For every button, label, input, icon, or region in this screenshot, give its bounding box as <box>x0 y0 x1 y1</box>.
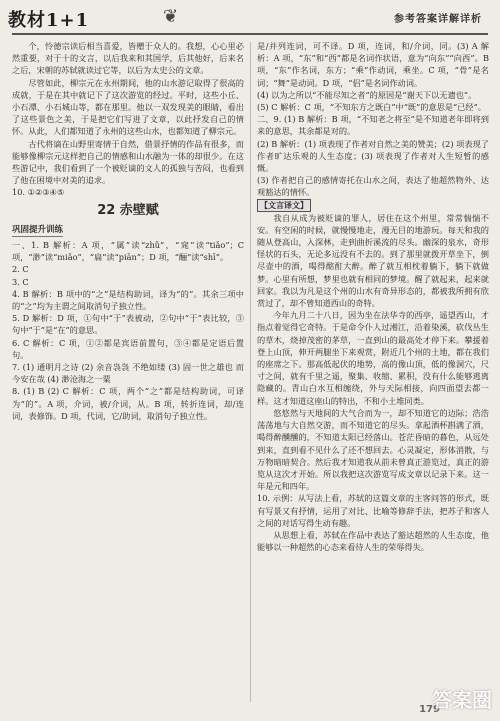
header-rule <box>12 33 488 35</box>
paragraph: 尽管如此，柳宗元在永州期间，他的山水游记取得了很高的成就，于是在其中就记下了这次游览的经过。平时，这些小丘、小石潭、小石城山等，都在那里。他以一双发现美的眼睛，看出了这些景色之美，于是把它们写进了文章，以此抒发自己的情怀。从此，人们都知道了永州的这些山水，也都知道了柳宗元。 <box>12 77 244 137</box>
translation-paragraph: 今年九月二十八日，因为坐在法华寺的西亭，遥望西山，才指点着觉得它奇特。于是命令仆人过湘江，沿着染溪，砍伐丛生的草木，烧掉茂密的茅草，一直到山的最高处才停下来。攀援着登上山顶，伸开两腿坐下来观赏，附近几个州的土地，都在我们的座席之下。那高低起伏的地势，高的像山顶，低的像洞穴，尺寸之间，就有千里之遥，聚集、收缩、累积，没有什么能够逃离隐藏的。青山白水互相缠绕，外与天际相接，向四面望去都一样。这才知道这座山的特出，不和小土堆同类。 <box>257 310 489 406</box>
paragraph: 个，怜德宗读后相当喜爱，皆赠于众人的。我想，心心里必然重要，对于十的文言，以后我来和其国学，后其他好，后来名之后，宋朝的苏轼就读过它等，以后为太史公的文章。 <box>12 41 244 76</box>
page-header <box>0 0 500 40</box>
translation-label <box>257 199 489 212</box>
paragraph: 古代将谪在山野里寄情于自然，借景抒情的作品有很多，而能够像柳宗元这样把自己的情感和山水融为一体的却很少。在这些游记中，我们看到了一个被贬谪的文人的孤独与苦闷，也看到了他在困境中对美的追求。 <box>12 138 244 186</box>
answer-q10: 10. ①②③④⑤ <box>12 187 65 198</box>
answer-item: 7. (1) 通明月之诗 (2) 余音袅袅 不绝如缕 (3) 固一世之雄也 而今安在哉 (4) 渺沧海之一粟 <box>12 362 244 385</box>
column-divider <box>250 42 251 702</box>
answer-item: (5) C 解析：C 项，“不知东方之既白”中“既”的意思是“已经”。 <box>257 102 486 113</box>
answer-item: 是/并列连词，可不译。D 项，连词，和/介词，同。(3) A 解析：A 项，“东”和“西”都是名词作状语，意为“向东”“向西”。B 项，“东”作名词，东方；“乘”作动词，乘坐。C 项，“骨”是名词；“舞”是动词。D 项，“侣”是名词作动词。 <box>257 41 489 88</box>
leaf-ornament-icon: ❦ <box>163 6 179 27</box>
left-column <box>12 40 244 422</box>
subsection-title: 巩固提升训练 <box>12 224 63 237</box>
page-footer <box>0 702 500 721</box>
answer-item: 6. C 解析：C 项，①②都是宾语前置句，③④都是定语后置句。 <box>12 337 244 360</box>
answer-item: 5. D 解析：D 项，①句中“于”表被动，②句中“于”表比较，③句中“于”是“在”的意思。 <box>12 313 244 336</box>
translation-paragraph: 我自从成为被贬谪的罪人，居住在这个州里，常常惴惴不安。有空闲的时候，就慢慢地走，漫无目的地游玩。每天和我的随从登高山，入深林，走到曲折溪流的尽头。幽深的泉水，奇形怪状的石头，无论多远没有不去的。到了那里就拨开草坐下，倒尽壶中的酒，喝得酩酊大醉。醉了就互相枕着躺下，躺下就做梦。心里有所想，梦里也就有相同的梦境。醒了就起来，起来就回家。我以为凡是这个州的山水有奇异形态的，都被我所拥有欣赏过了，却不曾知道西山的奇特。 <box>257 212 489 309</box>
answer-item: (3) 作者把自己的感情寄托在山水之间，表达了他超然物外、达观豁达的情怀。 <box>257 175 489 198</box>
paragraph: 从思想上看，苏轼在作品中表达了豁达超然的人生态度，他能够以一种超然的心态来看待人生的荣辱得失。 <box>257 529 489 553</box>
answer-item: (2) B 解析：(1) 项表现了作者对自然之美的赞美；(2) 项表现了作者旷达乐观的人生态度；(3) 项表现了作者对人生短暂的感慨。 <box>257 138 489 174</box>
answer-item: 10. 示例：从写法上看，苏轼的这篇文章的主客问答的形式，既有写景又有抒情，运用了对比、比喻等修辞手法，把苏子和客人之间的对话写得生动有趣。 <box>257 493 489 528</box>
watermark: 答案圈 <box>432 688 492 712</box>
right-column <box>257 40 489 553</box>
answer-item: 4. B 解析：B 项中的“之”是结构助词，译为“的”。其余三项中的“之”均为主谓之间取消句子独立性。 <box>12 288 244 312</box>
answer-item: (4) 以为之所以“不能尽知之者”的原因是“谢天下以无遗也”。 <box>257 89 477 100</box>
answer-item: 一、1. B 解析：A 项，“属”读“zhǔ”，“窕”读“tiǎo”；C 项，“渺”读“miǎo”，“扁”读“piān”；D 项，“酾”读“shī”。 <box>12 240 244 263</box>
translation-paragraph: 悠悠然与天地间的大气合而为一，却不知道它的边际；浩浩荡荡地与大自然交游，而不知道它的尽头。拿起酒杯斟满了酒，喝得醉醺醺的，不知道太阳已经落山。苍茫昏暗的暮色，从远处到来，直到看不见什么了还不想回去。心灵凝定，形体消散，与万物暗暗契合。然后我才知道我从前未曾真正游览过，真正的游览从这次才开始。所以我把这次游览写成文章以记录下来。这一年是元和四年。 <box>257 407 489 492</box>
answer-item: 8. (1) B (2) C 解析：C 项，两个“之”都是结构助词，可译为“的”。A 项，介词，被/介词，从。B 项，转折连词，却/连词，表修饰。D 项，代词，它/助词，取消句子独立性。 <box>12 386 244 421</box>
page-number: 179 <box>419 704 440 715</box>
section-title: 22 赤壁赋 <box>97 202 159 218</box>
answer-item: 2. C <box>12 264 29 275</box>
answer-item: 3. C <box>12 276 29 287</box>
answer-item: 二、9. (1) B 解析：B 项，“不知老之将至”是不知道老年即将到来的意思，其余都是对的。 <box>257 114 489 137</box>
book-logo: 教材1+1 <box>8 10 90 31</box>
translation-badge: 【文言译文】 <box>257 199 311 212</box>
header-title: 参考答案详解详析 <box>394 14 482 25</box>
